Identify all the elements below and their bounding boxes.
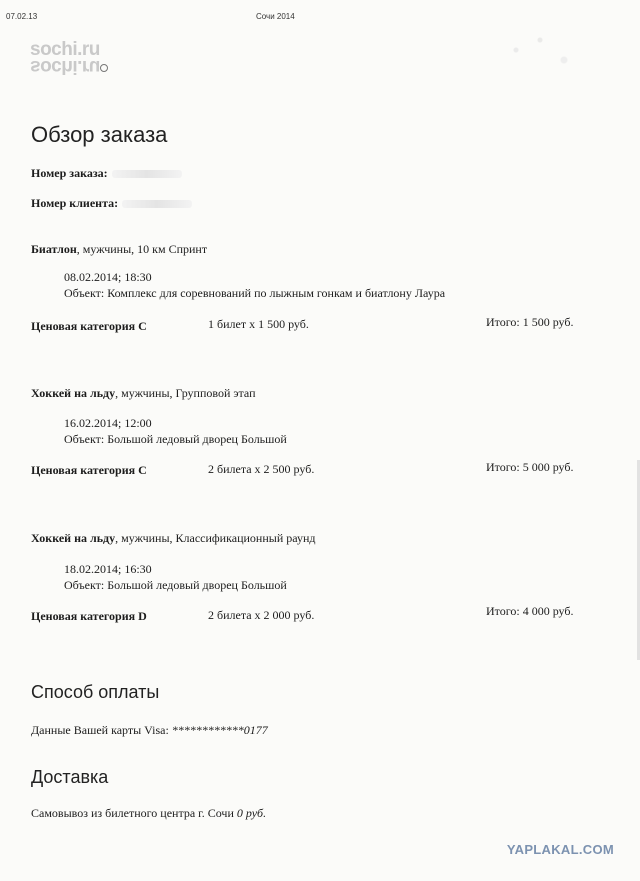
redacted-client-number <box>122 200 192 208</box>
event-sport: Хоккей на льду <box>31 531 116 545</box>
client-number-label: Номер клиента: <box>31 196 119 210</box>
payment-card-row <box>31 723 268 738</box>
payment-title: Способ оплаты <box>31 682 160 702</box>
ticket-quantity: 2 билета x 2 000 руб. <box>208 608 315 622</box>
event-sport: Хоккей на льду <box>31 386 116 400</box>
payment-card-number: ************0177 <box>171 723 268 737</box>
logo-text: sochi.ru <box>30 39 100 60</box>
event-details: , мужчины, Классификационный раунд <box>115 531 316 545</box>
event-details: , мужчины, 10 км Спринт <box>76 242 208 256</box>
redacted-order-number <box>112 170 182 178</box>
event-total: Итого: 1 500 руб. <box>486 315 574 329</box>
event-title <box>31 386 256 401</box>
event-datetime: 08.02.2014; 18:30 <box>64 270 152 284</box>
event-total: Итого: 5 000 руб. <box>486 460 574 474</box>
delivery-title: Доставка <box>31 767 109 787</box>
print-date: 07.02.13 <box>6 12 38 21</box>
price-category: Ценовая категория C <box>31 463 147 477</box>
event-datetime: 18.02.2014; 16:30 <box>64 562 152 576</box>
event-venue: Объект: Большой ледовый дворец Большой <box>64 432 287 446</box>
page-title: Обзор заказа <box>31 122 168 147</box>
ticket-quantity: 1 билет x 1 500 руб. <box>208 317 309 331</box>
event-title <box>31 242 207 257</box>
delivery-price: 0 руб. <box>236 806 267 820</box>
sochi-logo <box>30 39 100 77</box>
client-number-row <box>31 196 192 211</box>
delivery-text: Самовывоз из билетного центра г. Сочи <box>31 806 237 820</box>
delivery-row <box>31 806 266 821</box>
watermark: YAPLAKAL.COM <box>506 842 614 857</box>
event-total: Итого: 4 000 руб. <box>486 604 574 618</box>
price-category: Ценовая категория D <box>31 609 147 623</box>
event-venue: Объект: Большой ледовый дворец Большой <box>64 578 287 592</box>
order-number-row <box>31 166 182 181</box>
logo-ring-icon <box>100 64 108 72</box>
price-category: Ценовая категория C <box>31 319 147 333</box>
event-datetime: 16.02.2014; 12:00 <box>64 416 152 430</box>
ticket-quantity: 2 билета x 2 500 руб. <box>208 462 315 476</box>
logo-reflection: sochi.ru <box>30 56 100 77</box>
print-header-title: Сочи 2014 <box>256 12 295 21</box>
payment-card-label: Данные Вашей карты Visa: <box>31 723 172 737</box>
event-title <box>31 531 316 546</box>
event-sport: Биатлон <box>31 242 77 256</box>
order-number-label: Номер заказа: <box>31 166 108 180</box>
event-venue: Объект: Комплекс для соревнований по лыжным гонкам и биатлону Лаура <box>64 286 446 300</box>
event-details: , мужчины, Групповой этап <box>115 386 256 400</box>
scan-noise <box>480 30 600 80</box>
